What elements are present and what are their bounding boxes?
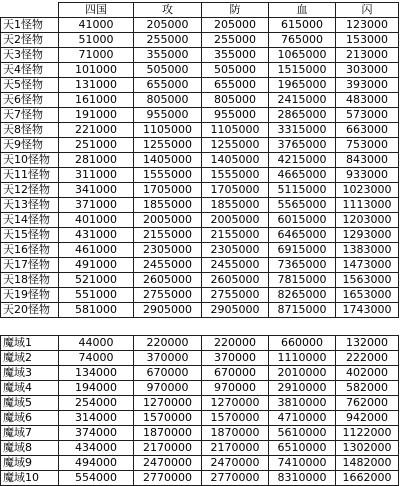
value-cell: 1105000 xyxy=(134,123,202,138)
value-cell: 191000 xyxy=(59,108,134,123)
table-row xyxy=(1,366,399,381)
row-label-cell: 天7怪物 xyxy=(1,108,59,123)
table-row xyxy=(1,78,399,93)
row-label-cell: 魔域3 xyxy=(1,366,59,381)
value-cell: 2755000 xyxy=(134,288,202,303)
row-label-cell: 魔域4 xyxy=(1,381,59,396)
value-cell: 205000 xyxy=(134,18,202,33)
value-cell: 402000 xyxy=(336,366,399,381)
row-label-cell: 天1怪物 xyxy=(1,18,59,33)
value-cell: 1383000 xyxy=(336,243,399,258)
value-cell: 220000 xyxy=(134,336,202,351)
value-cell: 393000 xyxy=(336,78,399,93)
value-cell: 205000 xyxy=(202,18,269,33)
value-cell: 461000 xyxy=(59,243,134,258)
table-row xyxy=(1,183,399,198)
value-cell: 3315000 xyxy=(269,123,336,138)
value-cell: 7365000 xyxy=(269,258,336,273)
value-cell: 1563000 xyxy=(336,273,399,288)
value-cell: 3810000 xyxy=(269,396,336,411)
value-cell: 2170000 xyxy=(134,441,202,456)
value-cell: 2305000 xyxy=(134,243,202,258)
value-cell: 2005000 xyxy=(134,213,202,228)
header-attack: 攻 xyxy=(134,3,202,18)
value-cell: 1855000 xyxy=(134,198,202,213)
value-cell: 8715000 xyxy=(269,303,336,318)
value-cell: 1065000 xyxy=(269,48,336,63)
header-defense: 防 xyxy=(202,3,269,18)
value-cell: 1405000 xyxy=(202,153,269,168)
value-cell: 41000 xyxy=(59,18,134,33)
row-label-cell: 天19怪物 xyxy=(1,288,59,303)
table-row xyxy=(1,213,399,228)
value-cell: 2905000 xyxy=(134,303,202,318)
value-cell: 161000 xyxy=(59,93,134,108)
value-cell: 1653000 xyxy=(336,288,399,303)
value-cell: 2605000 xyxy=(202,273,269,288)
value-cell: 7410000 xyxy=(269,456,336,471)
value-cell: 1023000 xyxy=(336,183,399,198)
value-cell: 254000 xyxy=(59,396,134,411)
value-cell: 221000 xyxy=(59,123,134,138)
value-cell: 8265000 xyxy=(269,288,336,303)
value-cell: 341000 xyxy=(59,183,134,198)
table-row xyxy=(1,63,399,78)
table-row xyxy=(1,138,399,153)
table-row xyxy=(1,381,399,396)
row-label-cell: 天4怪物 xyxy=(1,63,59,78)
value-cell: 370000 xyxy=(202,351,269,366)
value-cell: 2455000 xyxy=(202,258,269,273)
value-cell: 311000 xyxy=(59,168,134,183)
demon-realm-stats-table xyxy=(0,335,399,486)
value-cell: 1555000 xyxy=(134,168,202,183)
row-label-cell: 天15怪物 xyxy=(1,228,59,243)
value-cell: 762000 xyxy=(336,396,399,411)
value-cell: 2455000 xyxy=(134,258,202,273)
row-label-cell: 天2怪物 xyxy=(1,33,59,48)
table-row xyxy=(1,336,399,351)
value-cell: 660000 xyxy=(269,336,336,351)
value-cell: 5115000 xyxy=(269,183,336,198)
value-cell: 2755000 xyxy=(202,288,269,303)
table-row xyxy=(1,93,399,108)
row-label-cell: 天8怪物 xyxy=(1,123,59,138)
table-row xyxy=(1,258,399,273)
value-cell: 1855000 xyxy=(202,198,269,213)
value-cell: 255000 xyxy=(134,33,202,48)
value-cell: 2305000 xyxy=(202,243,269,258)
value-cell: 1113000 xyxy=(336,198,399,213)
value-cell: 843000 xyxy=(336,153,399,168)
value-cell: 1515000 xyxy=(269,63,336,78)
value-cell: 805000 xyxy=(134,93,202,108)
value-cell: 505000 xyxy=(202,63,269,78)
value-cell: 355000 xyxy=(134,48,202,63)
value-cell: 494000 xyxy=(59,456,134,471)
table-row xyxy=(1,228,399,243)
row-label-cell: 天14怪物 xyxy=(1,213,59,228)
value-cell: 581000 xyxy=(59,303,134,318)
value-cell: 2865000 xyxy=(269,108,336,123)
row-label-cell: 天5怪物 xyxy=(1,78,59,93)
value-cell: 765000 xyxy=(269,33,336,48)
value-cell: 615000 xyxy=(269,18,336,33)
value-cell: 220000 xyxy=(202,336,269,351)
table-row xyxy=(1,198,399,213)
value-cell: 521000 xyxy=(59,273,134,288)
value-cell: 2605000 xyxy=(134,273,202,288)
value-cell: 582000 xyxy=(336,381,399,396)
table-row xyxy=(1,243,399,258)
row-label-cell: 魔域1 xyxy=(1,336,59,351)
row-label-cell: 魔域2 xyxy=(1,351,59,366)
value-cell: 805000 xyxy=(202,93,269,108)
value-cell: 222000 xyxy=(336,351,399,366)
value-cell: 44000 xyxy=(59,336,134,351)
table-row xyxy=(1,153,399,168)
value-cell: 101000 xyxy=(59,63,134,78)
value-cell: 1405000 xyxy=(134,153,202,168)
value-cell: 1270000 xyxy=(202,396,269,411)
value-cell: 1705000 xyxy=(202,183,269,198)
value-cell: 132000 xyxy=(336,336,399,351)
value-cell: 251000 xyxy=(59,138,134,153)
value-cell: 153000 xyxy=(336,33,399,48)
value-cell: 8310000 xyxy=(269,471,336,486)
table-row xyxy=(1,471,399,486)
value-cell: 1255000 xyxy=(134,138,202,153)
value-cell: 1110000 xyxy=(269,351,336,366)
row-label-cell: 天11怪物 xyxy=(1,168,59,183)
value-cell: 2415000 xyxy=(269,93,336,108)
row-label-cell: 魔域6 xyxy=(1,411,59,426)
value-cell: 374000 xyxy=(59,426,134,441)
value-cell: 134000 xyxy=(59,366,134,381)
value-cell: 6465000 xyxy=(269,228,336,243)
value-cell: 1122000 xyxy=(336,426,399,441)
value-cell: 355000 xyxy=(202,48,269,63)
table-row xyxy=(1,123,399,138)
row-label-cell: 天13怪物 xyxy=(1,198,59,213)
value-cell: 131000 xyxy=(59,78,134,93)
value-cell: 371000 xyxy=(59,198,134,213)
value-cell: 2155000 xyxy=(134,228,202,243)
table-row xyxy=(1,441,399,456)
value-cell: 1570000 xyxy=(134,411,202,426)
value-cell: 5565000 xyxy=(269,198,336,213)
value-cell: 4215000 xyxy=(269,153,336,168)
value-cell: 303000 xyxy=(336,63,399,78)
table-row xyxy=(1,303,399,318)
value-cell: 2170000 xyxy=(202,441,269,456)
header-corner xyxy=(1,3,59,18)
row-label-cell: 魔域7 xyxy=(1,426,59,441)
value-cell: 655000 xyxy=(134,78,202,93)
table-row xyxy=(1,18,399,33)
value-cell: 1482000 xyxy=(336,456,399,471)
row-label-cell: 魔域5 xyxy=(1,396,59,411)
value-cell: 573000 xyxy=(336,108,399,123)
value-cell: 2470000 xyxy=(134,456,202,471)
value-cell: 6015000 xyxy=(269,213,336,228)
value-cell: 491000 xyxy=(59,258,134,273)
value-cell: 71000 xyxy=(59,48,134,63)
value-cell: 314000 xyxy=(59,411,134,426)
value-cell: 281000 xyxy=(59,153,134,168)
value-cell: 6510000 xyxy=(269,441,336,456)
value-cell: 1270000 xyxy=(134,396,202,411)
value-cell: 1870000 xyxy=(134,426,202,441)
value-cell: 970000 xyxy=(134,381,202,396)
table-row xyxy=(1,48,399,63)
row-label-cell: 天17怪物 xyxy=(1,258,59,273)
value-cell: 663000 xyxy=(336,123,399,138)
value-cell: 955000 xyxy=(202,108,269,123)
table-row xyxy=(1,33,399,48)
value-cell: 255000 xyxy=(202,33,269,48)
header-dodge: 闪 xyxy=(336,3,399,18)
value-cell: 1965000 xyxy=(269,78,336,93)
value-cell: 670000 xyxy=(202,366,269,381)
row-label-cell: 天6怪物 xyxy=(1,93,59,108)
value-cell: 1743000 xyxy=(336,303,399,318)
value-cell: 955000 xyxy=(134,108,202,123)
table-row xyxy=(1,273,399,288)
value-cell: 370000 xyxy=(134,351,202,366)
row-label-cell: 魔域10 xyxy=(1,471,59,486)
value-cell: 6915000 xyxy=(269,243,336,258)
value-cell: 753000 xyxy=(336,138,399,153)
value-cell: 1302000 xyxy=(336,441,399,456)
value-cell: 2010000 xyxy=(269,366,336,381)
row-label-cell: 天20怪物 xyxy=(1,303,59,318)
value-cell: 1473000 xyxy=(336,258,399,273)
value-cell: 7815000 xyxy=(269,273,336,288)
value-cell: 1293000 xyxy=(336,228,399,243)
table-row xyxy=(1,396,399,411)
value-cell: 505000 xyxy=(134,63,202,78)
row-label-cell: 魔域9 xyxy=(1,456,59,471)
value-cell: 434000 xyxy=(59,441,134,456)
value-cell: 3765000 xyxy=(269,138,336,153)
table-row xyxy=(1,108,399,123)
header-siguo: 四国 xyxy=(59,3,134,18)
value-cell: 2155000 xyxy=(202,228,269,243)
value-cell: 1662000 xyxy=(336,471,399,486)
value-cell: 1203000 xyxy=(336,213,399,228)
value-cell: 1555000 xyxy=(202,168,269,183)
value-cell: 2910000 xyxy=(269,381,336,396)
value-cell: 2005000 xyxy=(202,213,269,228)
table-row xyxy=(1,456,399,471)
row-label-cell: 天10怪物 xyxy=(1,153,59,168)
value-cell: 2470000 xyxy=(202,456,269,471)
value-cell: 74000 xyxy=(59,351,134,366)
value-cell: 5610000 xyxy=(269,426,336,441)
table-row xyxy=(1,411,399,426)
value-cell: 1255000 xyxy=(202,138,269,153)
table-row xyxy=(1,426,399,441)
value-cell: 4665000 xyxy=(269,168,336,183)
table-row xyxy=(1,288,399,303)
table-row xyxy=(1,351,399,366)
value-cell: 2905000 xyxy=(202,303,269,318)
value-cell: 2770000 xyxy=(134,471,202,486)
value-cell: 655000 xyxy=(202,78,269,93)
value-cell: 970000 xyxy=(202,381,269,396)
value-cell: 213000 xyxy=(336,48,399,63)
value-cell: 194000 xyxy=(59,381,134,396)
value-cell: 1570000 xyxy=(202,411,269,426)
header-row xyxy=(1,3,399,18)
value-cell: 1705000 xyxy=(134,183,202,198)
monster-stats-table xyxy=(0,2,399,318)
value-cell: 942000 xyxy=(336,411,399,426)
value-cell: 554000 xyxy=(59,471,134,486)
row-label-cell: 天12怪物 xyxy=(1,183,59,198)
row-label-cell: 天3怪物 xyxy=(1,48,59,63)
table-row xyxy=(1,168,399,183)
value-cell: 51000 xyxy=(59,33,134,48)
value-cell: 933000 xyxy=(336,168,399,183)
row-label-cell: 魔域8 xyxy=(1,441,59,456)
value-cell: 123000 xyxy=(336,18,399,33)
header-hp: 血 xyxy=(269,3,336,18)
value-cell: 483000 xyxy=(336,93,399,108)
value-cell: 1105000 xyxy=(202,123,269,138)
row-label-cell: 天9怪物 xyxy=(1,138,59,153)
value-cell: 1870000 xyxy=(202,426,269,441)
row-label-cell: 天16怪物 xyxy=(1,243,59,258)
value-cell: 4710000 xyxy=(269,411,336,426)
value-cell: 551000 xyxy=(59,288,134,303)
value-cell: 670000 xyxy=(134,366,202,381)
value-cell: 2770000 xyxy=(202,471,269,486)
value-cell: 431000 xyxy=(59,228,134,243)
row-label-cell: 天18怪物 xyxy=(1,273,59,288)
value-cell: 401000 xyxy=(59,213,134,228)
